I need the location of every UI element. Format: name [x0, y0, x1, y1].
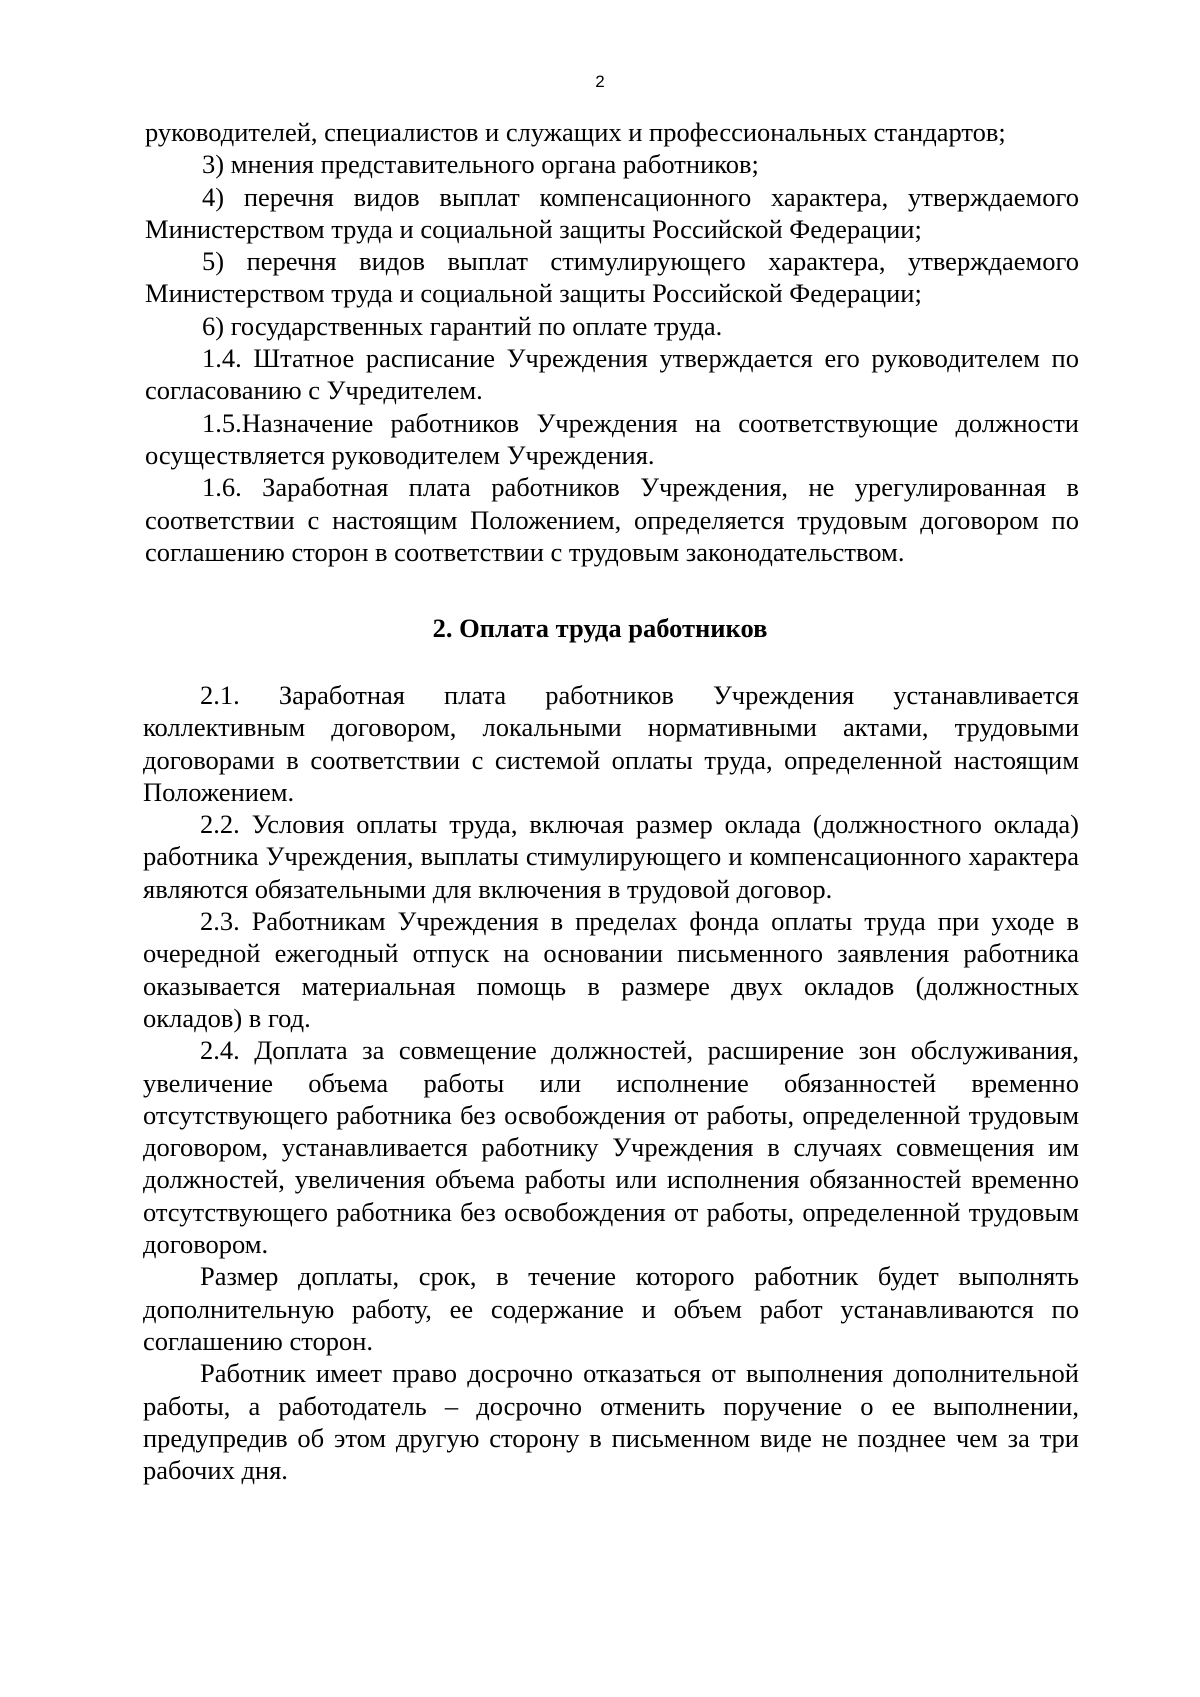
paragraph-2-1: 2.1. Заработная плата работников Учреждения устанавливается коллективным договором, локальными нормативными актами, трудовыми договорами в соответствии с системой оплаты труда, определенной настоящим Положением. — [143, 680, 1079, 807]
section-2-body — [143, 679, 1079, 1486]
paragraph-2-4: 2.4. Доплата за совмещение должностей, расширение зон обслуживания, увеличение объема работы или исполнение обязанностей временно отсутствующего работника без освобождения от работы, определенной трудовым договором, устанавливается работнику Учреждения в случаях совмещения им должностей, увеличения объема работы или исполнения обязанностей временно отсутствующего работника без освобождения от работы, определенной трудовым договором. — [143, 1035, 1079, 1260]
paragraph-continuation: руководителей, специалистов и служащих и профессиональных стандартов; — [145, 117, 1006, 147]
paragraph-2-4-size: Размер доплаты, срок, в течение которого работник будет выполнять дополнительную работу, ее содержание и объем работ устанавливаются по соглашению сторон. — [143, 1261, 1079, 1356]
section-1-continuation — [145, 116, 1079, 568]
paragraph-item-3: 3) мнения представительного органа работников; — [202, 149, 759, 180]
paragraph-item-5: 5) перечня видов выплат стимулирующего характера, утверждаемого Министерством труда и социальной защиты Российской Федерации; — [145, 246, 1079, 309]
paragraph-item-6: 6) государственных гарантий по оплате труда. — [202, 310, 723, 341]
section-2-heading: 2. Оплата труда работников — [432, 613, 768, 643]
paragraph-2-4-right: Работник имеет право досрочно отказаться от выполнения дополнительной работы, а работодатель – досрочно отменить поручение о ее выполнении, предупредив об этом другую сторону в письменном виде не позднее чем за три рабочих дня. — [143, 1358, 1079, 1486]
paragraph-2-3: 2.3. Работникам Учреждения в пределах фонда оплаты труда при уходе в очередной ежегодный отпуск на основании письменного заявления работника оказывается материальная помощь в размере двух окладов (должностных окладов) в год. — [143, 906, 1079, 1033]
paragraph-2-2: 2.2. Условия оплаты труда, включая размер оклада (должностного оклада) работника Учреждения, выплаты стимулирующего и компенсационного характера являются обязательными для включения в трудовой договор. — [143, 809, 1079, 904]
paragraph-1-4: 1.4. Штатное расписание Учреждения утверждается его руководителем по согласованию с Учредителем. — [145, 343, 1079, 406]
page-number: 2 — [595, 72, 605, 91]
paragraph-1-6: 1.6. Заработная плата работников Учреждения, не урегулированная в соответствии с настоящим Положением, определяется трудовым договором по соглашению сторон в соответствии с трудовым законодательством. — [145, 472, 1079, 567]
paragraph-item-4: 4) перечня видов выплат компенсационного характера, утверждаемого Министерством труда и социальной защиты Российской Федерации; — [145, 181, 1079, 244]
paragraph-1-5: 1.5.Назначение работников Учреждения на соответствующие должности осуществляется руководителем Учреждения. — [145, 407, 1079, 470]
